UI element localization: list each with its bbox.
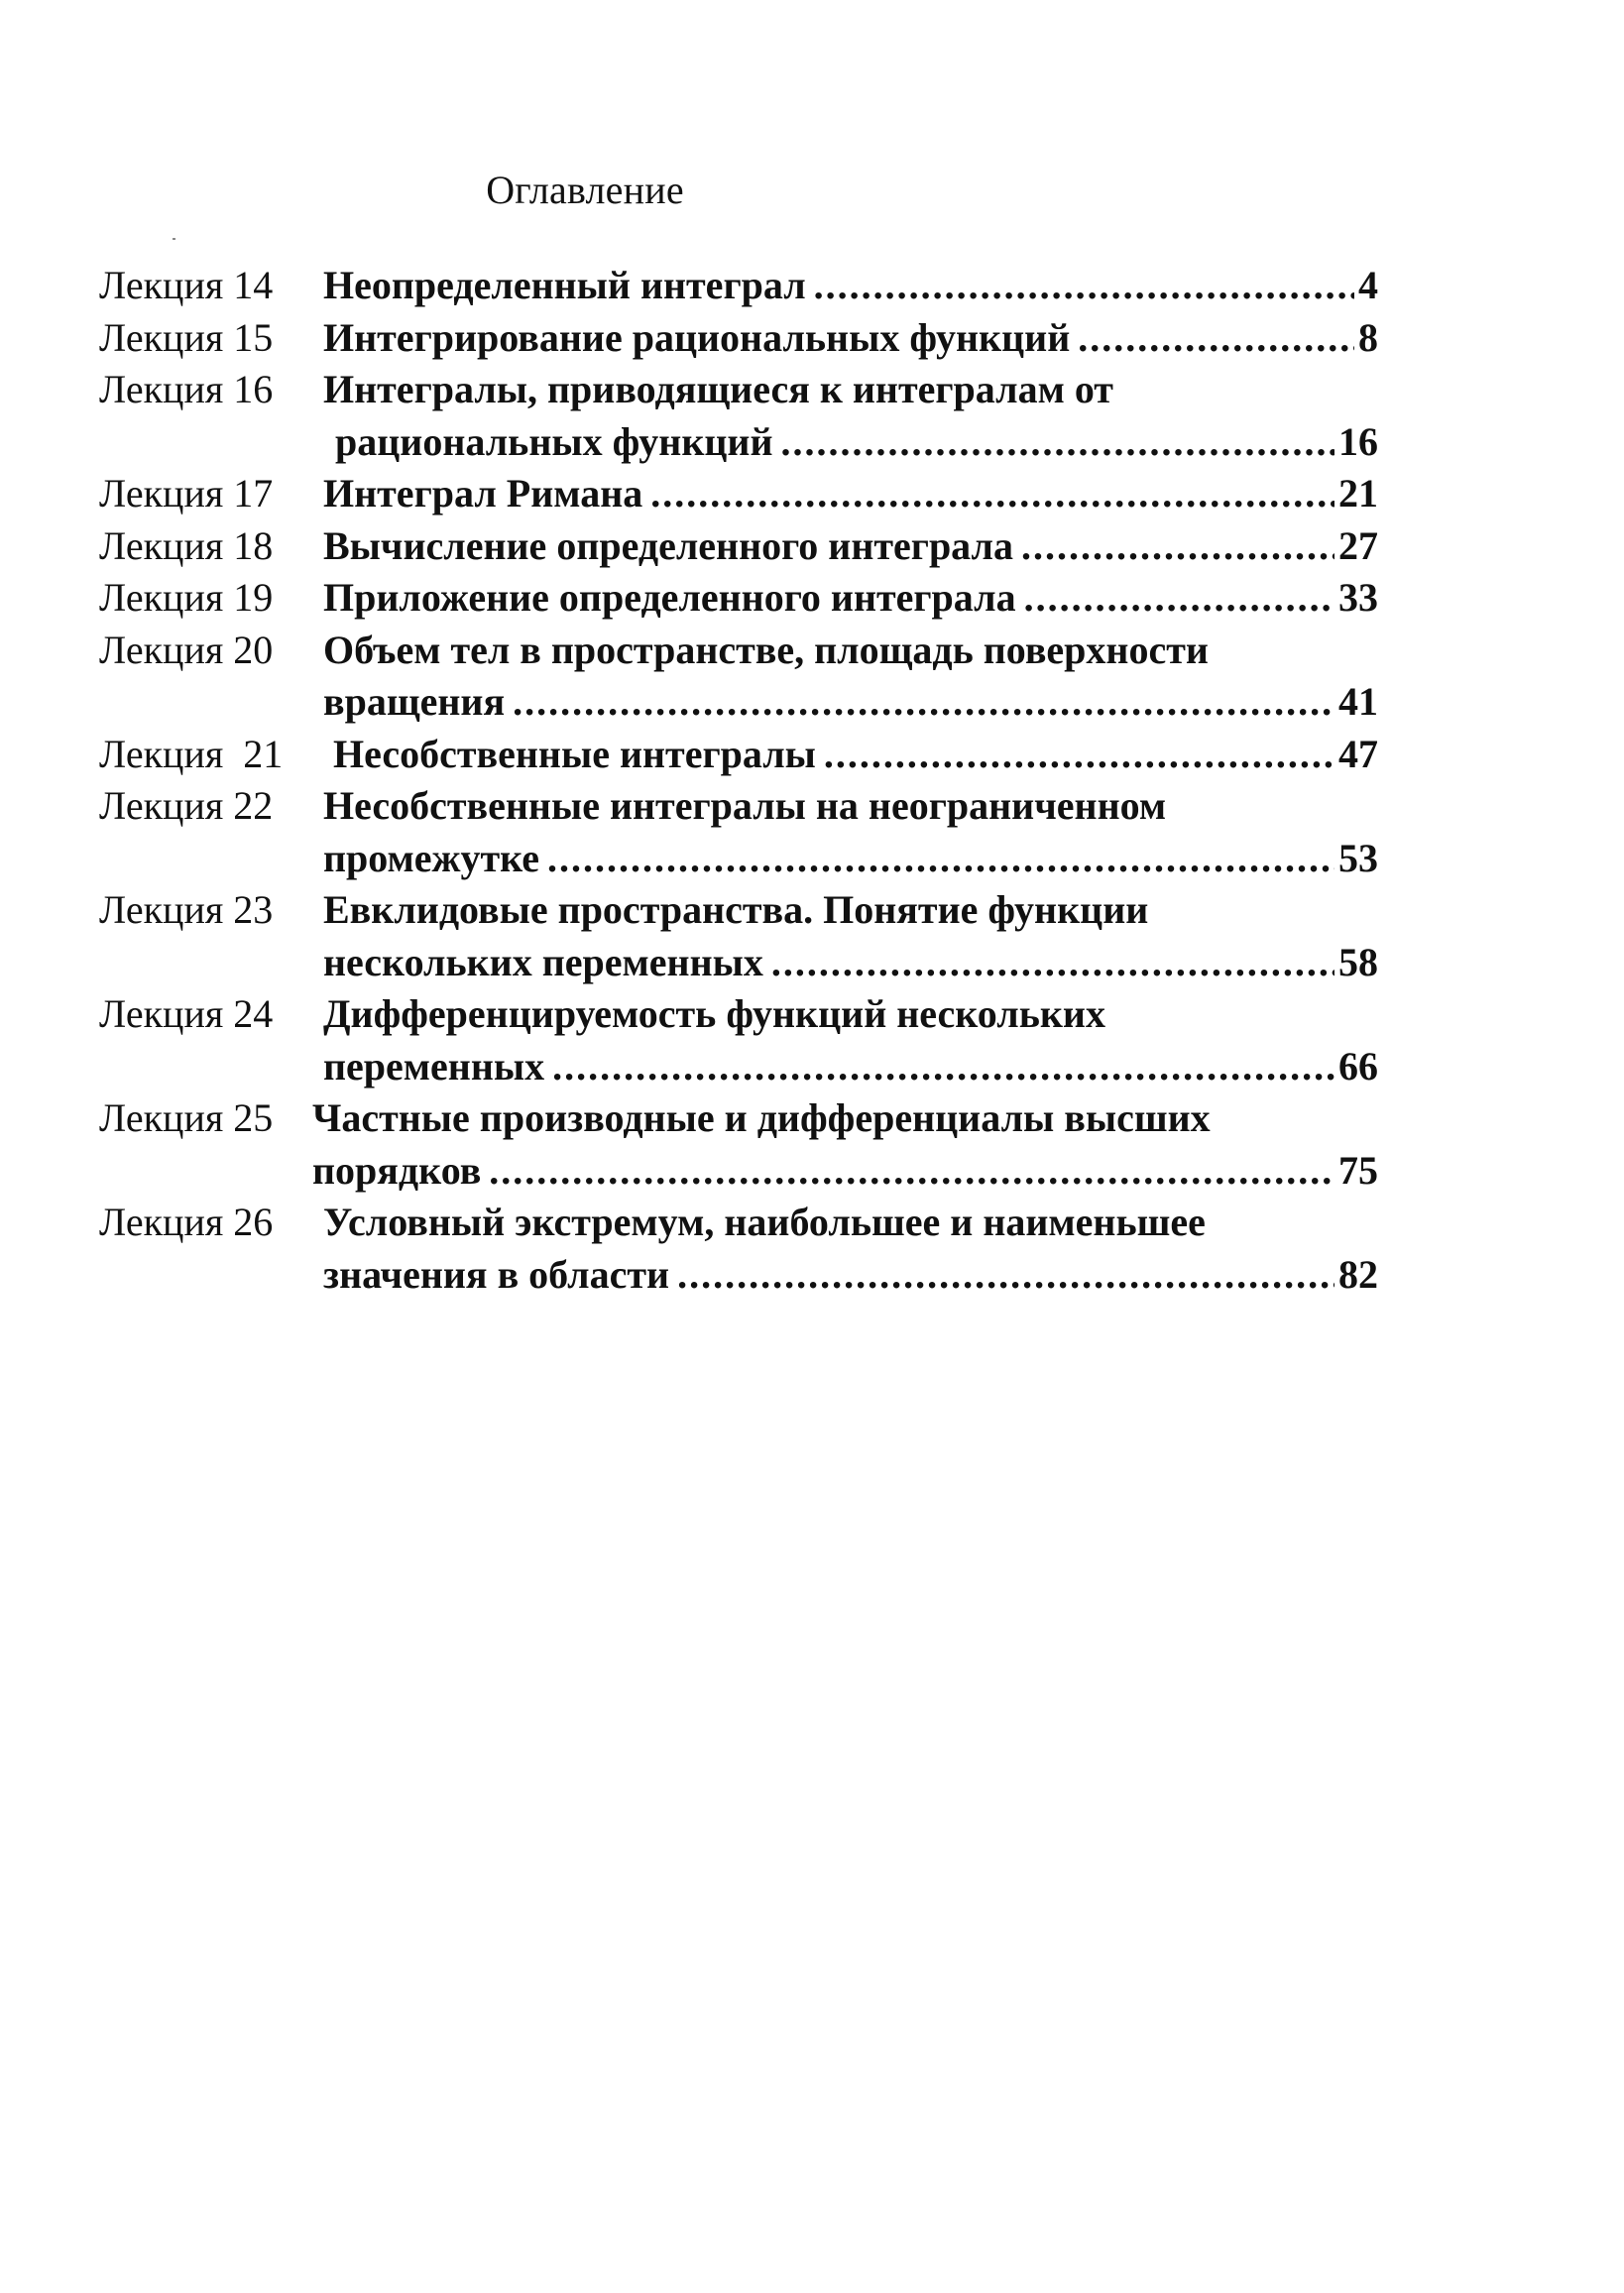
dot-leader (814, 260, 1354, 312)
lecture-number: Лекция 16 (99, 367, 274, 411)
lecture-title: Дифференцируемость функций нескольких (323, 991, 1105, 1036)
page-number: 58 (1338, 939, 1378, 984)
lecture-title: Евклидовые пространства. Понятие функции (323, 887, 1149, 932)
dot-leader (781, 416, 1334, 469)
lecture-title: Неопределенный интеграл (323, 263, 806, 307)
toc-entry (99, 468, 1378, 520)
dot-leader (824, 729, 1334, 781)
page-number: 4 (1358, 263, 1378, 307)
lecture-title: Интегрирование рациональных функций (323, 314, 1071, 360)
toc-entry (99, 260, 1378, 312)
page-number: 82 (1338, 1251, 1378, 1297)
dot-leader (1024, 572, 1334, 625)
lecture-number: Лекция 25 (99, 1095, 274, 1140)
page-number: 66 (1338, 1043, 1378, 1089)
dot-leader (771, 937, 1334, 989)
lecture-title-continued: промежутке (323, 835, 539, 880)
toc-entry (99, 780, 1378, 884)
lecture-number: Лекция 18 (99, 522, 274, 568)
lecture-title-continued: рациональных функций (335, 418, 773, 464)
page-title: Оглавление (486, 168, 684, 212)
toc-entry (99, 1092, 1378, 1197)
page-number: 47 (1338, 731, 1378, 776)
lecture-title: Несобственные интегралы (333, 731, 816, 776)
lecture-title: Несобственные интегралы на неограниченном (323, 783, 1167, 828)
page-number: 8 (1358, 314, 1378, 360)
page-number: 33 (1338, 575, 1378, 620)
dot-leader (513, 676, 1334, 729)
toc-entry (99, 364, 1378, 468)
lecture-title-continued: вращения (323, 679, 506, 724)
page-number: 41 (1338, 679, 1378, 724)
toc-entry (99, 312, 1378, 365)
dot-leader (1021, 520, 1334, 573)
lecture-number: Лекция 15 (99, 314, 274, 360)
dot-leader (489, 1145, 1334, 1198)
lecture-title: Вычисление определенного интеграла (323, 522, 1013, 568)
dot-leader (677, 1249, 1334, 1302)
page-number: 16 (1338, 418, 1378, 464)
lecture-title-continued: порядков (312, 1147, 482, 1193)
lecture-number: Лекция 26 (99, 1200, 274, 1244)
lecture-number: Лекция 14 (99, 263, 274, 307)
lecture-number: Лекция 22 (99, 783, 274, 828)
lecture-title: Интеграл Римана (323, 471, 643, 516)
lecture-number: Лекция 17 (99, 471, 274, 516)
toc-entry (99, 884, 1378, 988)
lecture-number: Лекция 19 (99, 575, 274, 620)
toc-entry (99, 625, 1378, 729)
toc-entry (99, 988, 1378, 1092)
lecture-number: Лекция 23 (99, 887, 274, 932)
toc-entry (99, 572, 1378, 625)
lecture-number: Лекция 21 (99, 731, 284, 776)
lecture-title: Интегралы, приводящиеся к интегралам от (323, 367, 1113, 411)
dot-leader (1078, 312, 1354, 365)
scan-speck (173, 238, 175, 240)
page-number: 53 (1338, 835, 1378, 880)
dot-leader (547, 833, 1334, 885)
lecture-title: Приложение определенного интеграла (323, 575, 1016, 620)
page-number: 27 (1338, 522, 1378, 568)
lecture-number: Лекция 20 (99, 627, 274, 672)
dot-leader (650, 468, 1334, 520)
lecture-title: Условный экстремум, наибольшее и наименьшее (323, 1200, 1206, 1244)
page-number: 75 (1338, 1147, 1378, 1193)
lecture-title-continued: значения в области (323, 1251, 670, 1297)
dot-leader (552, 1041, 1334, 1093)
toc-entry (99, 520, 1378, 573)
toc-entry (99, 729, 1378, 781)
lecture-number: Лекция 24 (99, 991, 274, 1036)
table-of-contents (99, 260, 1378, 1301)
page-number: 21 (1338, 471, 1378, 516)
lecture-title-continued: нескольких переменных (323, 939, 763, 984)
toc-entry (99, 1197, 1378, 1301)
lecture-title: Частные производные и дифференциалы высших (312, 1095, 1211, 1140)
lecture-title: Объем тел в пространстве, площадь поверхности (323, 627, 1209, 672)
lecture-title-continued: переменных (323, 1043, 545, 1089)
